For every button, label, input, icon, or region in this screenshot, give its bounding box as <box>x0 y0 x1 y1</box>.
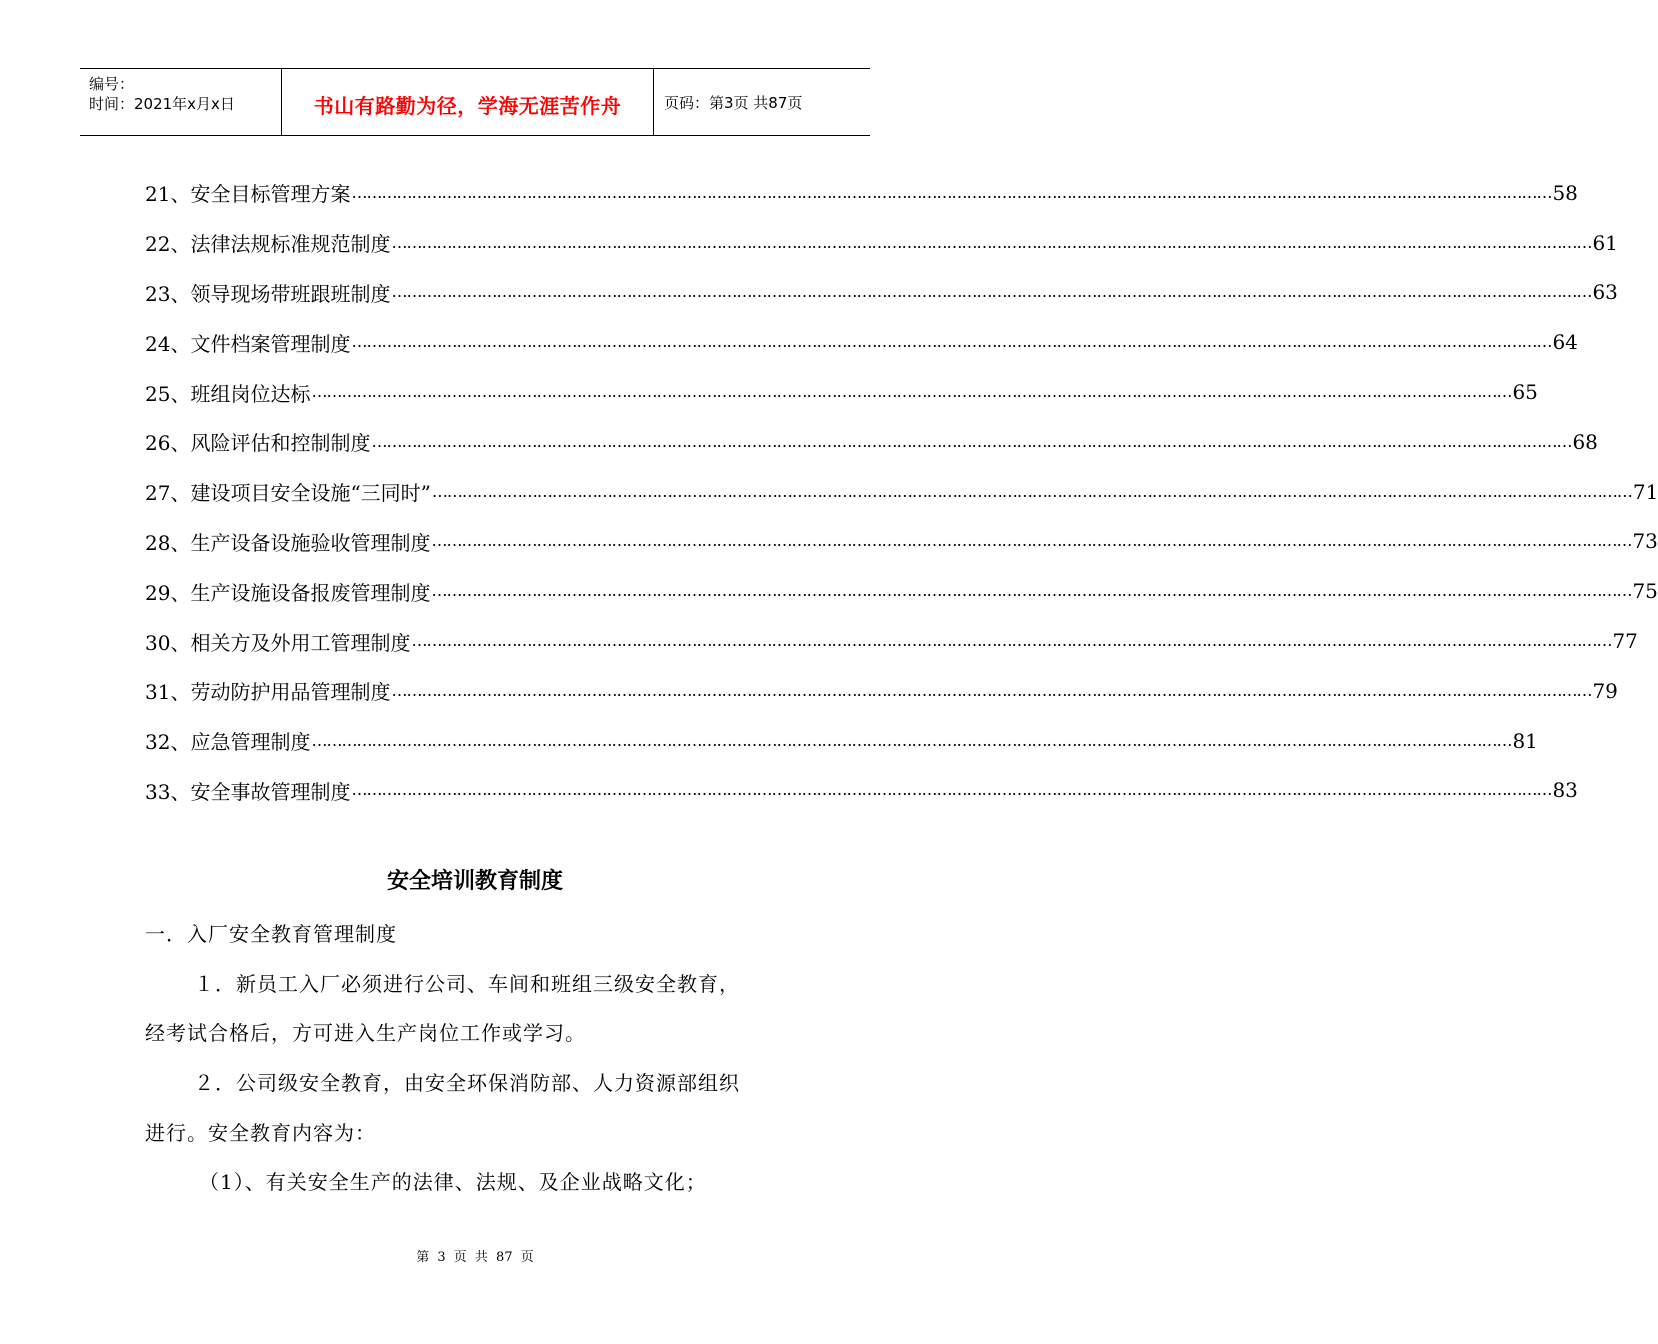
toc-entry-title: 25、班组岗位达标 <box>145 381 311 406</box>
toc-leader-dots: …………………………………………………………………………………………………………………………………………………………………………………………………………………… <box>391 680 1592 700</box>
toc-entry[interactable] <box>145 218 1618 268</box>
page-footer: 第 3 页 共 87 页 <box>416 1250 534 1265</box>
section-subtitle: 一．入厂安全教育管理制度 <box>145 922 397 946</box>
toc-entry-title: 30、相关方及外用工管理制度 <box>145 630 411 655</box>
paragraph-1-line-1: １．新员工入厂必须进行公司、车间和班组三级安全教育， <box>194 972 740 996</box>
table-of-contents <box>145 168 1658 815</box>
toc-entry-title: 31、劳动防护用品管理制度 <box>145 680 391 705</box>
document-time-label: 时间：2021年x月x日 <box>89 95 235 113</box>
toc-leader-dots: …………………………………………………………………………………………………………………………………………………………………………………………………………………… <box>431 531 1632 551</box>
toc-entry-title: 24、文件档案管理制度 <box>145 331 351 356</box>
toc-entry[interactable] <box>145 666 1618 716</box>
toc-entry-title: 22、法律法规标准规范制度 <box>145 232 391 257</box>
toc-entry-page: 58 <box>1552 180 1578 205</box>
toc-entry-page: 73 <box>1632 529 1658 554</box>
toc-leader-dots: …………………………………………………………………………………………………………………………………………………………………………………………………………………… <box>351 780 1552 800</box>
section-title: 安全培训教育制度 <box>386 869 563 894</box>
toc-leader-dots: …………………………………………………………………………………………………………………………………………………………………………………………………………………… <box>311 382 1512 402</box>
toc-entry-page: 79 <box>1592 678 1618 703</box>
toc-leader-dots: …………………………………………………………………………………………………………………………………………………………………………………………………………………… <box>311 730 1512 750</box>
toc-entry[interactable] <box>145 417 1598 467</box>
toc-leader-dots: …………………………………………………………………………………………………………………………………………………………………………………………………………………… <box>431 481 1632 501</box>
toc-entry-title: 27、建设项目安全设施“三同时” <box>145 481 431 506</box>
header-motto-cell <box>282 69 654 135</box>
toc-entry-title: 26、风险评估和控制制度 <box>145 431 371 456</box>
toc-leader-dots: …………………………………………………………………………………………………………………………………………………………………………………………………………………… <box>351 182 1552 202</box>
header-left-cell <box>80 69 282 135</box>
toc-entry-page: 63 <box>1592 280 1618 305</box>
toc-entry-title: 21、安全目标管理方案 <box>145 182 351 207</box>
toc-entry-title: 29、生产设施设备报废管理制度 <box>145 580 431 605</box>
document-number-label: 编号： <box>89 75 135 93</box>
toc-entry[interactable] <box>145 168 1578 218</box>
toc-entry-title: 23、领导现场带班跟班制度 <box>145 281 391 306</box>
header-motto: 书山有路勤为径，学海无涯苦作舟 <box>313 93 622 118</box>
toc-leader-dots: …………………………………………………………………………………………………………………………………………………………………………………………………………………… <box>351 332 1552 352</box>
header-page-label: 页码：第3页 共87页 <box>664 93 803 112</box>
toc-entry[interactable] <box>145 268 1618 318</box>
toc-entry-page: 77 <box>1612 629 1638 654</box>
toc-entry[interactable] <box>145 467 1658 517</box>
toc-entry-page: 65 <box>1512 380 1538 405</box>
toc-entry[interactable] <box>145 766 1578 816</box>
toc-entry-page: 83 <box>1552 778 1578 803</box>
toc-entry-page: 71 <box>1632 479 1658 504</box>
toc-leader-dots: …………………………………………………………………………………………………………………………………………………………………………………………………………………… <box>411 631 1612 651</box>
toc-entry[interactable] <box>145 716 1538 766</box>
paragraph-1-line-2: 经考试合格后，方可进入生产岗位工作或学习。 <box>145 1021 586 1045</box>
list-item-1: （1）、有关安全生产的法律、法规、及企业战略文化； <box>199 1170 707 1194</box>
toc-entry-title: 33、安全事故管理制度 <box>145 779 351 804</box>
toc-entry-page: 64 <box>1552 330 1578 355</box>
toc-leader-dots: …………………………………………………………………………………………………………………………………………………………………………………………………………………… <box>391 232 1592 252</box>
toc-leader-dots: …………………………………………………………………………………………………………………………………………………………………………………………………………………… <box>431 581 1632 601</box>
toc-entry[interactable] <box>145 517 1658 567</box>
toc-entry-title: 28、生产设备设施验收管理制度 <box>145 530 431 555</box>
paragraph-2-line-2: 进行。安全教育内容为： <box>145 1121 376 1145</box>
header-table <box>80 68 870 136</box>
toc-entry[interactable] <box>145 367 1538 417</box>
toc-entry-page: 61 <box>1592 230 1618 255</box>
toc-entry-page: 68 <box>1572 429 1598 454</box>
toc-entry[interactable] <box>145 566 1658 616</box>
toc-leader-dots: …………………………………………………………………………………………………………………………………………………………………………………………………………………… <box>371 431 1572 451</box>
paragraph-2-line-1: ２．公司级安全教育，由安全环保消防部、人力资源部组织 <box>194 1071 740 1095</box>
toc-entry-page: 81 <box>1512 728 1538 753</box>
toc-leader-dots: …………………………………………………………………………………………………………………………………………………………………………………………………………………… <box>391 282 1592 302</box>
toc-entry-page: 75 <box>1632 579 1658 604</box>
header-page-cell <box>654 69 870 135</box>
toc-entry[interactable] <box>145 616 1638 666</box>
toc-entry[interactable] <box>145 317 1578 367</box>
toc-entry-title: 32、应急管理制度 <box>145 730 311 755</box>
